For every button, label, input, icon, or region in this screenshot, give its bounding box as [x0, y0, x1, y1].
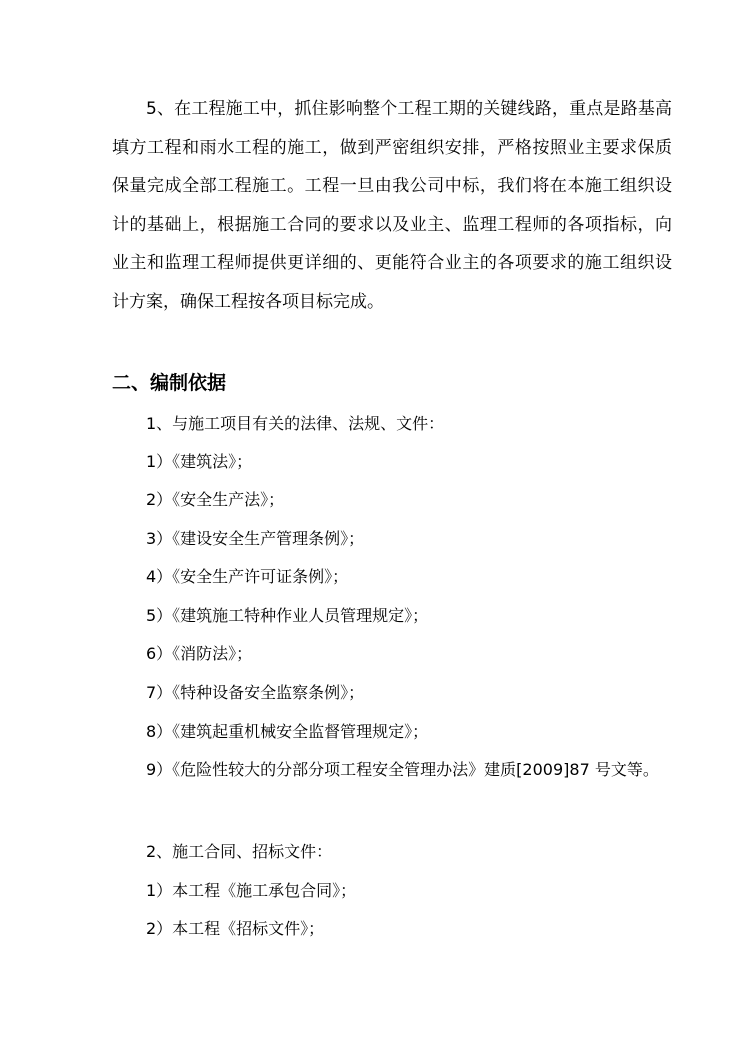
- contract-item: 1）本工程《施工承包合同》；: [146, 881, 357, 900]
- contract-item: 2）本工程《招标文件》；: [146, 919, 325, 938]
- basis-item: 3）《建设安全生产管理条例》；: [146, 529, 365, 548]
- basis-item: 4）《安全生产许可证条例》；: [146, 567, 349, 586]
- basis-item: 2）《安全生产法》；: [146, 490, 285, 509]
- contract-item: 2、施工合同、招标文件：: [146, 842, 333, 861]
- basis-item: 7）《特种设备安全监察条例》；: [146, 683, 365, 702]
- intro-paragraph: 5、在工程施工中，抓住影响整个工程工期的关键线路，重点是路基高填方工程和雨水工程的施工，做到严密组织安排，严格按照业主要求保质保量完成全部工程施工。工程一旦由我公司中标，我们将在本施工组织设计的基础上，根据施工合同的要求以及业主、监理工程师的各项指标，向业主和监理工程师提供更详细的、更能符合业主的各项要求的施工组织设计方案，确保工程按各项目标完成。: [112, 99, 672, 312]
- basis-item: 6）《消防法》；: [146, 644, 253, 663]
- basis-item: 5）《建筑施工特种作业人员管理规定》；: [146, 606, 429, 625]
- basis-item: 1）《建筑法》；: [146, 452, 253, 471]
- basis-item: 1、与施工项目有关的法律、法规、文件：: [146, 414, 445, 433]
- basis-item: 8）《建筑起重机械安全监督管理规定》；: [146, 722, 429, 741]
- section-heading: 二、编制依据: [112, 372, 227, 394]
- basis-item-wrapped: 9）《危险性较大的分部分项工程安全管理办法》建质[2009]87 号文等。: [146, 760, 659, 779]
